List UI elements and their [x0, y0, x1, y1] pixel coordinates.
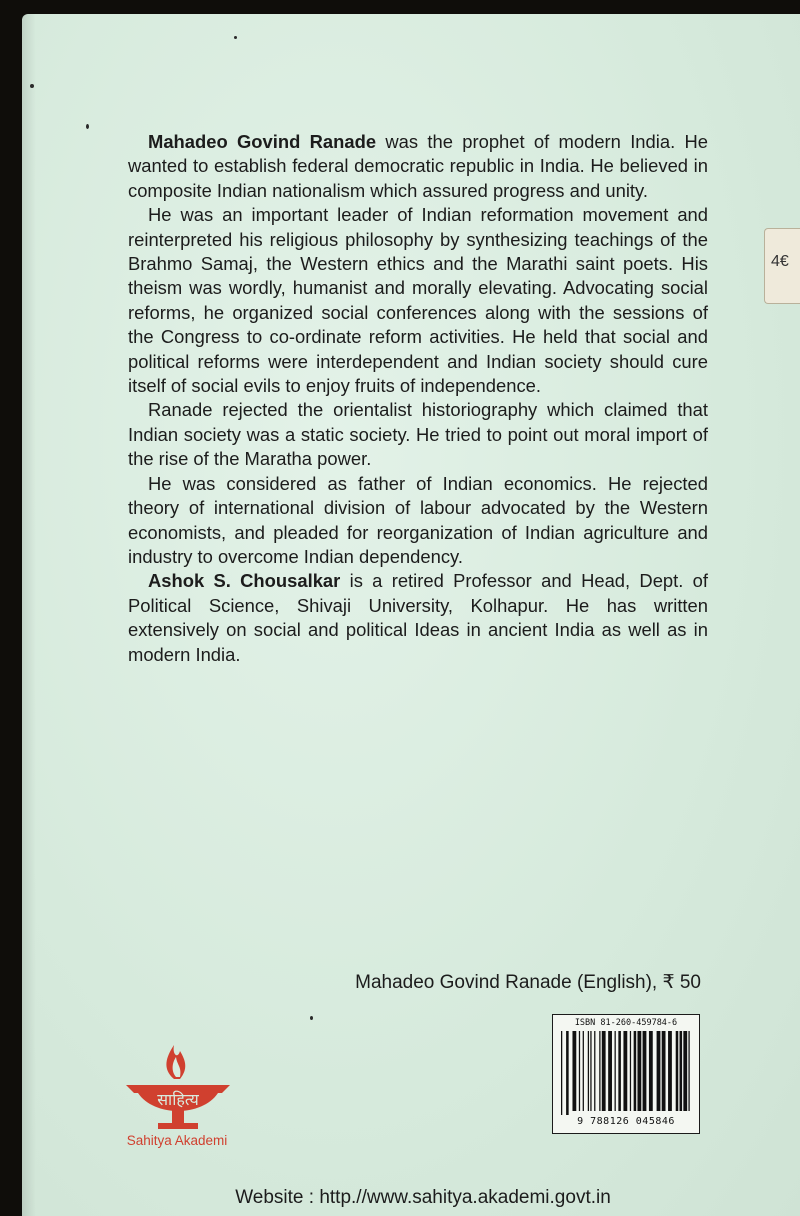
- barcode-bar: [579, 1031, 580, 1111]
- dust-speck: [310, 1016, 313, 1020]
- author-name: Ashok S. Chousalkar: [148, 570, 341, 592]
- barcode-bar: [608, 1031, 612, 1111]
- barcode-bar: [657, 1031, 661, 1111]
- logo-script: साहित्य: [157, 1090, 199, 1109]
- barcode-bar: [583, 1031, 584, 1111]
- back-cover: [22, 14, 800, 1216]
- subject-name: Mahadeo Govind Ranade: [148, 131, 377, 152]
- author-bio: Ashok S. Chousalkar is a retired Professor and Head, Dept. of Political Science, Shivaji University, Kolhapur. He has written extensively on social and political Ideas in ancient India as well as in modern India.: [128, 570, 709, 665]
- barcode-bar: [561, 1031, 562, 1115]
- barcode-bar: [615, 1031, 616, 1111]
- spine-shadow: [22, 14, 36, 1216]
- barcode-bar: [572, 1031, 576, 1111]
- library-sticker: [764, 228, 800, 304]
- blurb-paragraph-2: He was an important leader of Indian reformation movement and reinterpreted his religious philosophy by synthesizing teachings of the Brahmo Samaj, the Western ethics and the Marathi saint poets. His theism was wordly, humanist and morally elevating. Advocating social reforms, he organized social conferences along with the sessions of the Congress to co-ordinate reform activities. He held that social and political reforms were interdependent and Indian society should cure itself of social evils to enjoy fruits of independence.: [128, 204, 708, 397]
- sticker-text: 4€: [771, 253, 789, 270]
- blurb-paragraph-3: Ranade rejected the orientalist historiography which claimed that Indian society was a static society. He tried to point out moral import of the rise of the Maratha power.: [128, 399, 708, 470]
- barcode-bar: [643, 1031, 647, 1111]
- barcode-bar: [634, 1031, 637, 1111]
- barcode-bar: [683, 1031, 687, 1111]
- barcode-bar: [602, 1031, 606, 1111]
- barcode-bar: [588, 1031, 589, 1111]
- blurb-paragraph-4: He was considered as father of Indian economics. He rejected theory of international division of labour advocated by the Western economists, and pleaded for reorganization of Indian agriculture and industry to overcome Indian dependency.: [128, 472, 708, 567]
- barcode-bar: [618, 1031, 621, 1111]
- barcode-bar: [688, 1031, 689, 1111]
- book-blurb: [128, 130, 708, 667]
- sahitya-akademi-logo: [122, 1039, 234, 1133]
- publisher-website: Website : http.//www.sahitya.akademi.govt.in: [235, 1187, 611, 1208]
- barcode-bar: [637, 1031, 641, 1111]
- barcode-bar: [566, 1031, 569, 1115]
- title-price-line: Mahadeo Govind Ranade (English), ₹ 50: [355, 972, 701, 993]
- isbn-barcode: [552, 1014, 700, 1134]
- isbn-label: ISBN 81-260-459784-6: [574, 1018, 678, 1028]
- barcode-bars: [561, 1031, 691, 1115]
- dust-speck: [86, 124, 89, 129]
- barcode-bar: [649, 1031, 653, 1111]
- barcode-bar: [599, 1031, 600, 1111]
- barcode-number: 9 788126 045846: [577, 1116, 675, 1127]
- barcode-bar: [590, 1031, 591, 1111]
- barcode-bar: [594, 1031, 595, 1111]
- dust-speck: [234, 36, 237, 39]
- barcode-bar: [662, 1031, 666, 1111]
- blurb-paragraph-1: Mahadeo Govind Ranade was the prophet of modern India. He wanted to establish federal democratic republic in India. He believed in composite Indian nationalism which assured progress and unity.: [128, 131, 708, 201]
- barcode-bar: [680, 1031, 683, 1111]
- barcode-bar: [668, 1031, 672, 1111]
- barcode-bar: [630, 1031, 631, 1111]
- barcode-bar: [623, 1031, 627, 1111]
- barcode-bar: [676, 1031, 679, 1111]
- publisher-name: Sahitya Akademi: [126, 1133, 228, 1148]
- dust-speck: [30, 84, 34, 88]
